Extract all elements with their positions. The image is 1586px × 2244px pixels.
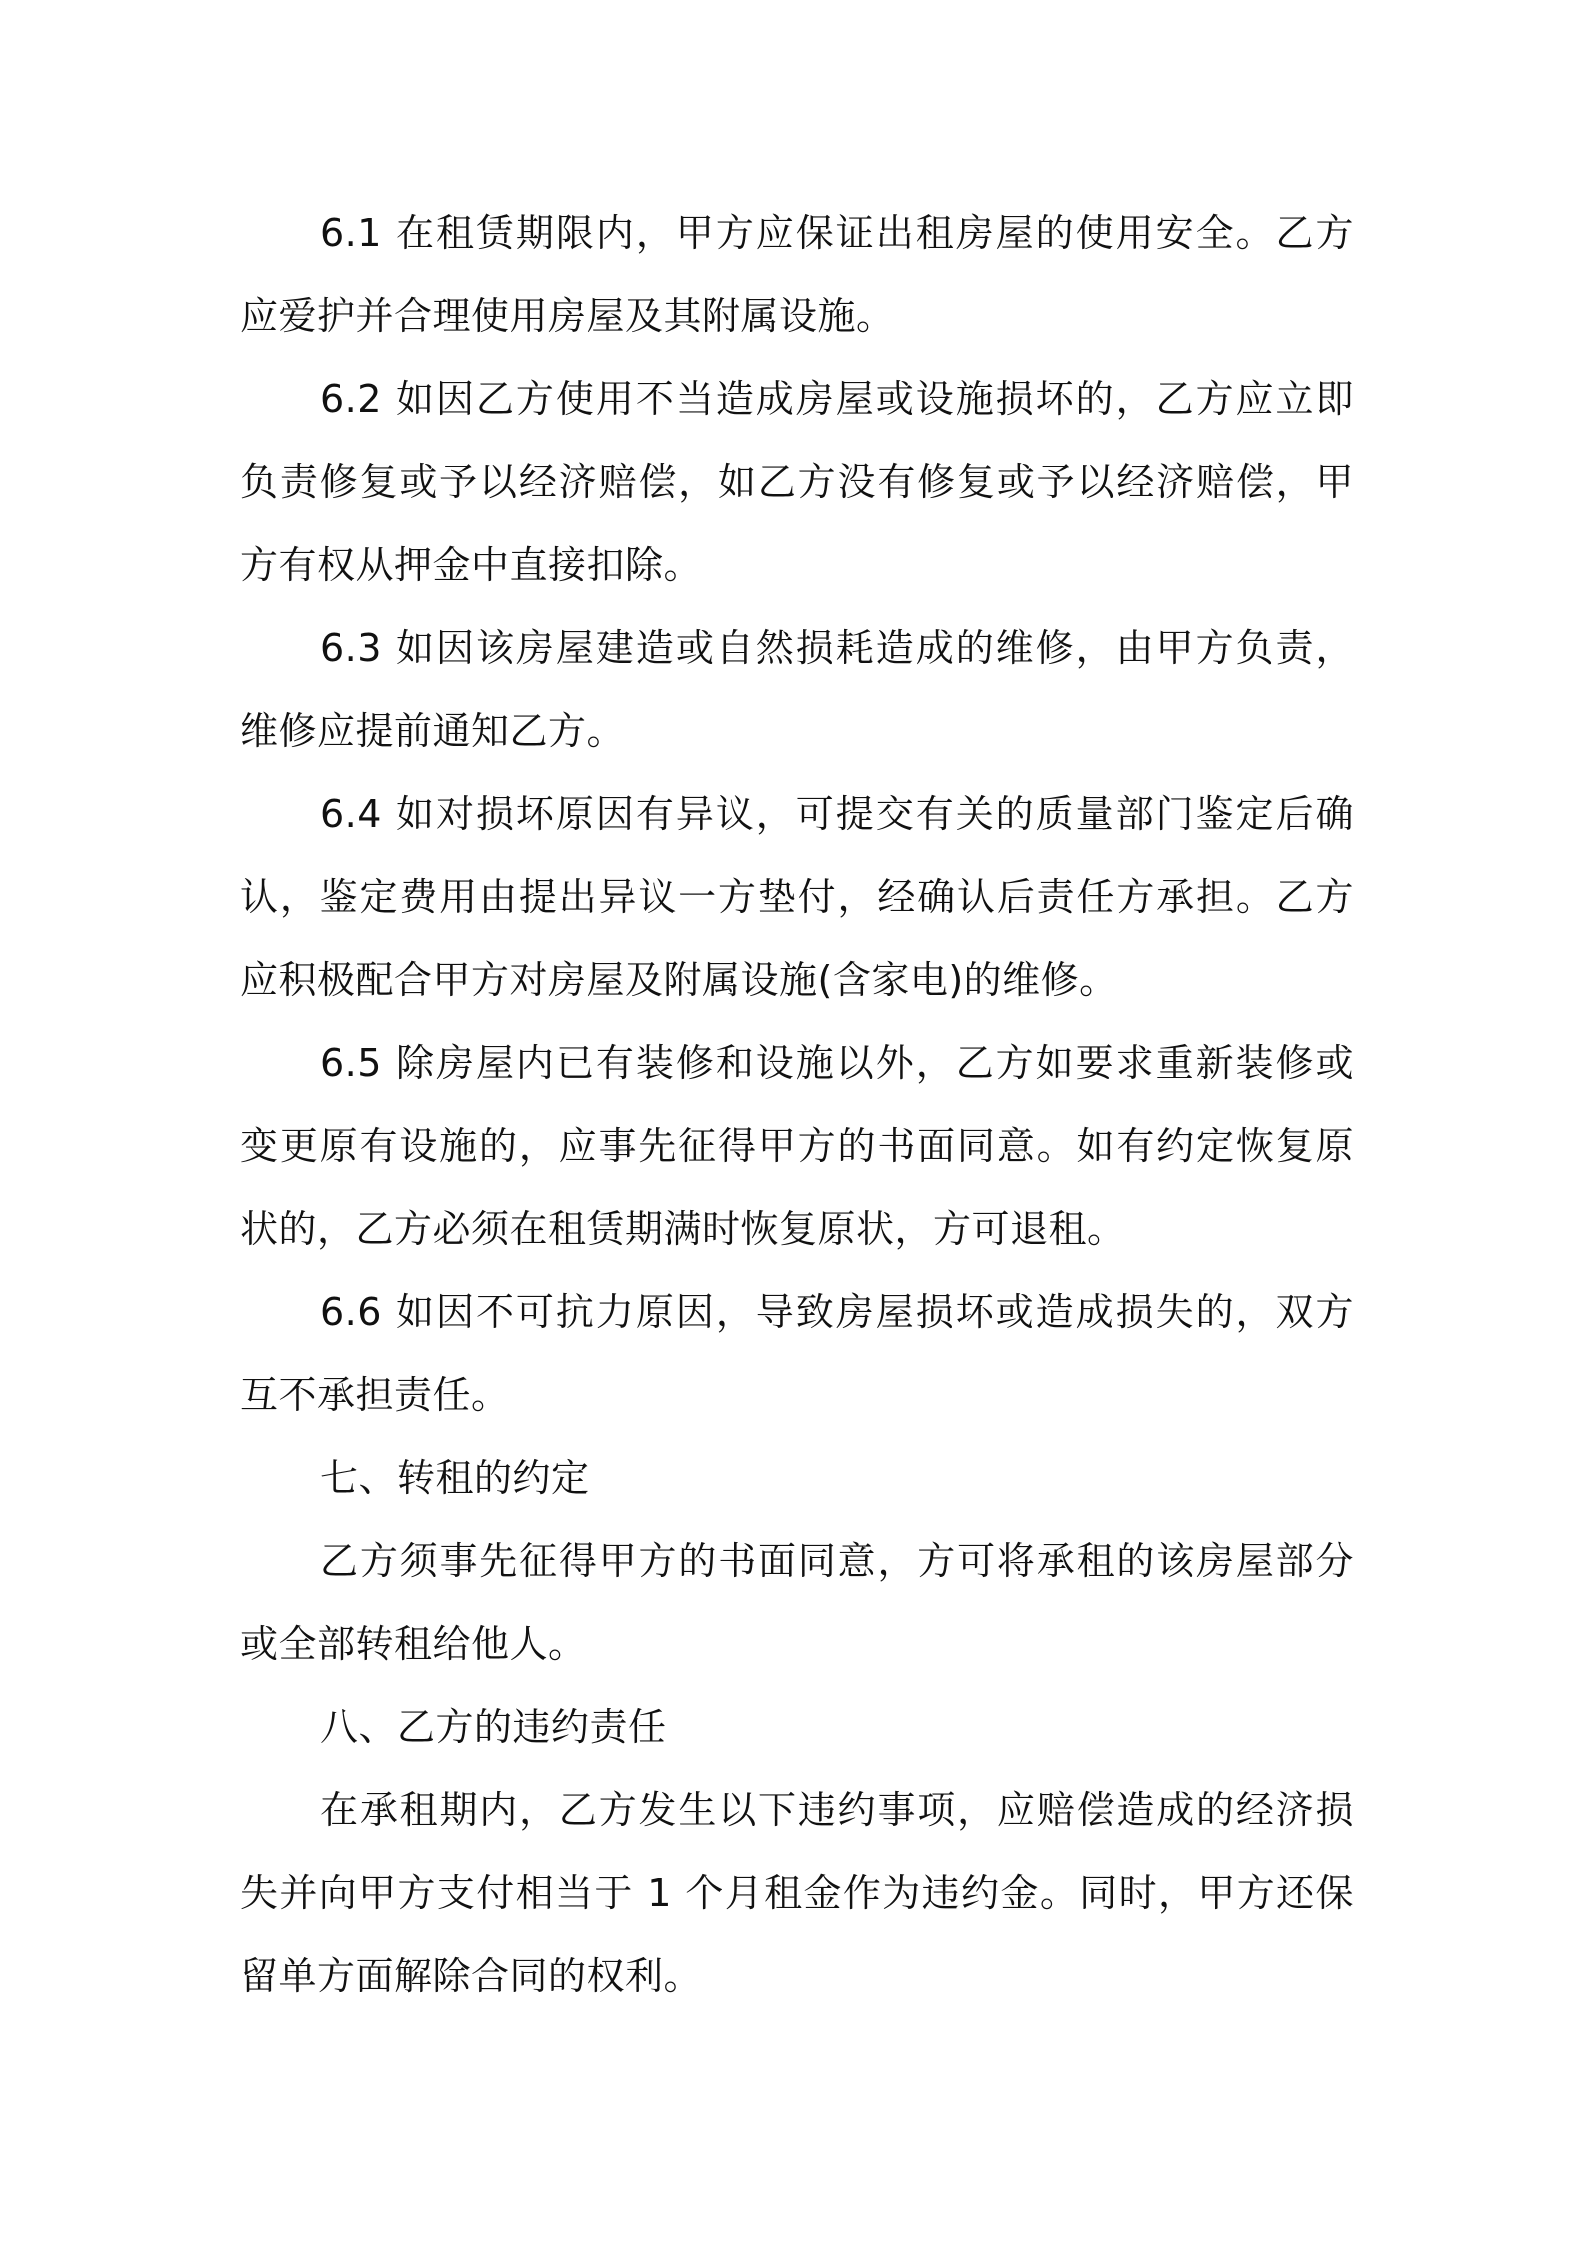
section-7-heading: 七、转租的约定 bbox=[320, 1456, 590, 1500]
clause-6-1: 6.1 在租赁期限内，甲方应保证出租房屋的使用安全。乙方应爱护并合理使用房屋及其附属设施。 bbox=[240, 211, 1354, 338]
clause-6-5: 6.5 除房屋内已有装修和设施以外，乙方如要求重新装修或变更原有设施的，应事先征得甲方的书面同意。如有约定恢复原状的，乙方必须在租赁期满时恢复原状，方可退租。 bbox=[240, 1041, 1354, 1251]
clause-6-2: 6.2 如因乙方使用不当造成房屋或设施损坏的，乙方应立即负责修复或予以经济赔偿，如乙方没有修复或予以经济赔偿，甲方有权从押金中直接扣除。 bbox=[240, 377, 1354, 587]
clause-6-3: 6.3 如因该房屋建造或自然损耗造成的维修，由甲方负责，维修应提前通知乙方。 bbox=[240, 626, 1354, 753]
clause-6-6: 6.6 如因不可抗力原因，导致房屋损坏或造成损失的，双方互不承担责任。 bbox=[240, 1290, 1354, 1417]
document-body bbox=[240, 192, 1354, 2018]
section-7-body: 乙方须事先征得甲方的书面同意，方可将承租的该房屋部分或全部转租给他人。 bbox=[240, 1539, 1354, 1666]
section-8-body: 在承租期内，乙方发生以下违约事项，应赔偿造成的经济损失并向甲方支付相当于 1 个月租金作为违约金。同时，甲方还保留单方面解除合同的权利。 bbox=[240, 1788, 1354, 1998]
section-8-heading: 八、乙方的违约责任 bbox=[320, 1705, 667, 1749]
clause-6-4: 6.4 如对损坏原因有异议，可提交有关的质量部门鉴定后确认，鉴定费用由提出异议一方垫付，经确认后责任方承担。乙方应积极配合甲方对房屋及附属设施(含家电)的维修。 bbox=[240, 792, 1354, 1002]
